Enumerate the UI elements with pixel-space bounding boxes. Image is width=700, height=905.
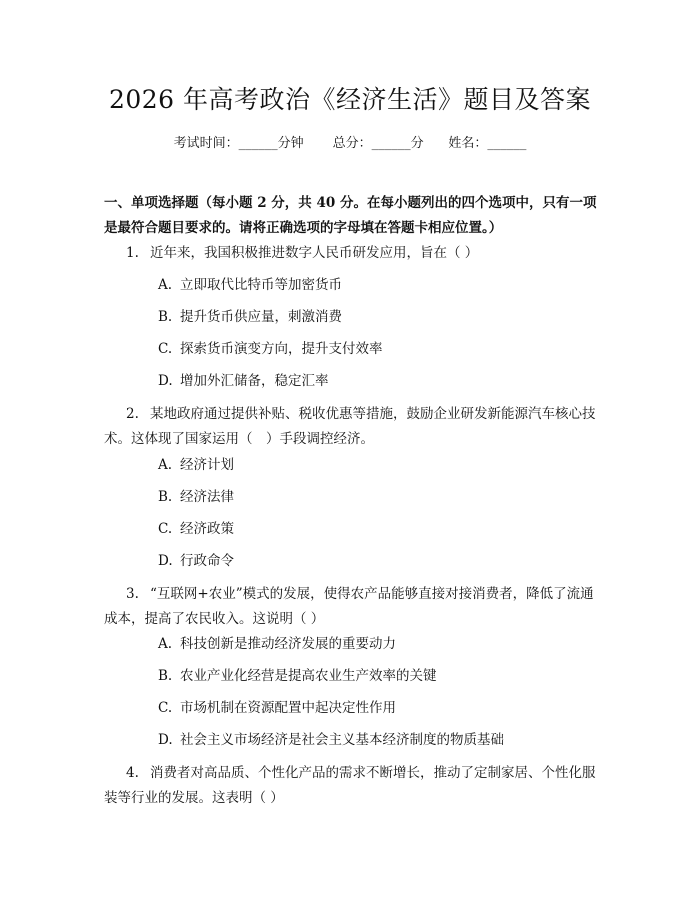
exam-meta [0,132,700,151]
student-name-label: 姓名：______ [448,136,527,151]
question-1-option-b [158,307,598,327]
question-text: “互联网+农业”模式的发展，使得农产品能够直接对接消费者，降低了流通成本，提高了农民收入。这说明（ ） [104,586,594,627]
question-1 [104,241,604,266]
question-3-option-a [158,634,598,654]
option-text: 提升货币供应量，刺激消费 [180,309,342,325]
option-text: 探索货币演变方向，提升支付效率 [180,341,383,357]
question-3-option-b [158,666,598,686]
option-letter: D. [158,553,173,569]
question-2-option-c [158,519,598,539]
option-text: 农业产业化经营是提高农业生产效率的关键 [180,668,437,684]
option-letter: A. [158,277,173,293]
option-letter: B. [158,668,173,684]
option-text: 市场机制在资源配置中起决定性作用 [180,700,396,716]
option-letter: A. [158,636,173,652]
option-text: 经济计划 [180,457,234,473]
question-2-option-a [158,455,598,475]
question-2-option-d [158,551,598,571]
question-text: 某地政府通过提供补贴、税收优惠等措施，鼓励企业研发新能源汽车核心技术。这体现了国家运用（ ）手段调控经济。 [104,406,596,447]
option-text: 增加外汇储备，稳定汇率 [180,373,329,389]
question-3 [104,582,604,632]
question-2-option-b [158,487,598,507]
question-text: 近年来，我国积极推进数字人民币研发应用，旨在（ ） [150,245,479,261]
question-1-option-a [158,275,598,295]
question-3-option-c [158,698,598,718]
question-4 [104,761,604,811]
option-letter: C. [158,700,173,716]
option-text: 科技创新是推动经济发展的重要动力 [180,636,396,652]
option-letter: B. [158,489,173,505]
option-text: 经济法律 [180,489,234,505]
option-letter: A. [158,457,173,473]
question-number: 4. [126,765,139,781]
exam-time-label: 考试时间：______分钟 [173,136,304,151]
total-score-label: 总分：______分 [332,136,424,151]
question-number: 2. [126,406,139,422]
option-text: 经济政策 [180,521,234,537]
question-1-option-d [158,371,598,391]
question-2 [104,402,604,452]
question-1-option-c [158,339,598,359]
option-text: 行政命令 [180,553,234,569]
section-heading: 一、单项选择题（每小题 2 分，共 40 分。在每小题列出的四个选项中，只有一项是最符合题目要求的。请将正确选项的字母填在答题卡相应位置。） [104,195,597,236]
question-number: 3. [126,586,139,602]
question-number: 1. [126,245,139,261]
option-letter: B. [158,309,173,325]
option-text: 立即取代比特币等加密货币 [180,277,342,293]
option-letter: D. [158,373,173,389]
option-letter: C. [158,341,173,357]
question-text: 消费者对高品质、个性化产品的需求不断增长，推动了定制家居、个性化服装等行业的发展。这表明（ ） [104,765,596,806]
page-title: 2026 年高考政治《经济生活》题目及答案 [108,85,592,114]
option-letter: C. [158,521,173,537]
question-3-option-d [158,730,598,750]
option-letter: D. [158,732,173,748]
option-text: 社会主义市场经济是社会主义基本经济制度的物质基础 [180,732,504,748]
